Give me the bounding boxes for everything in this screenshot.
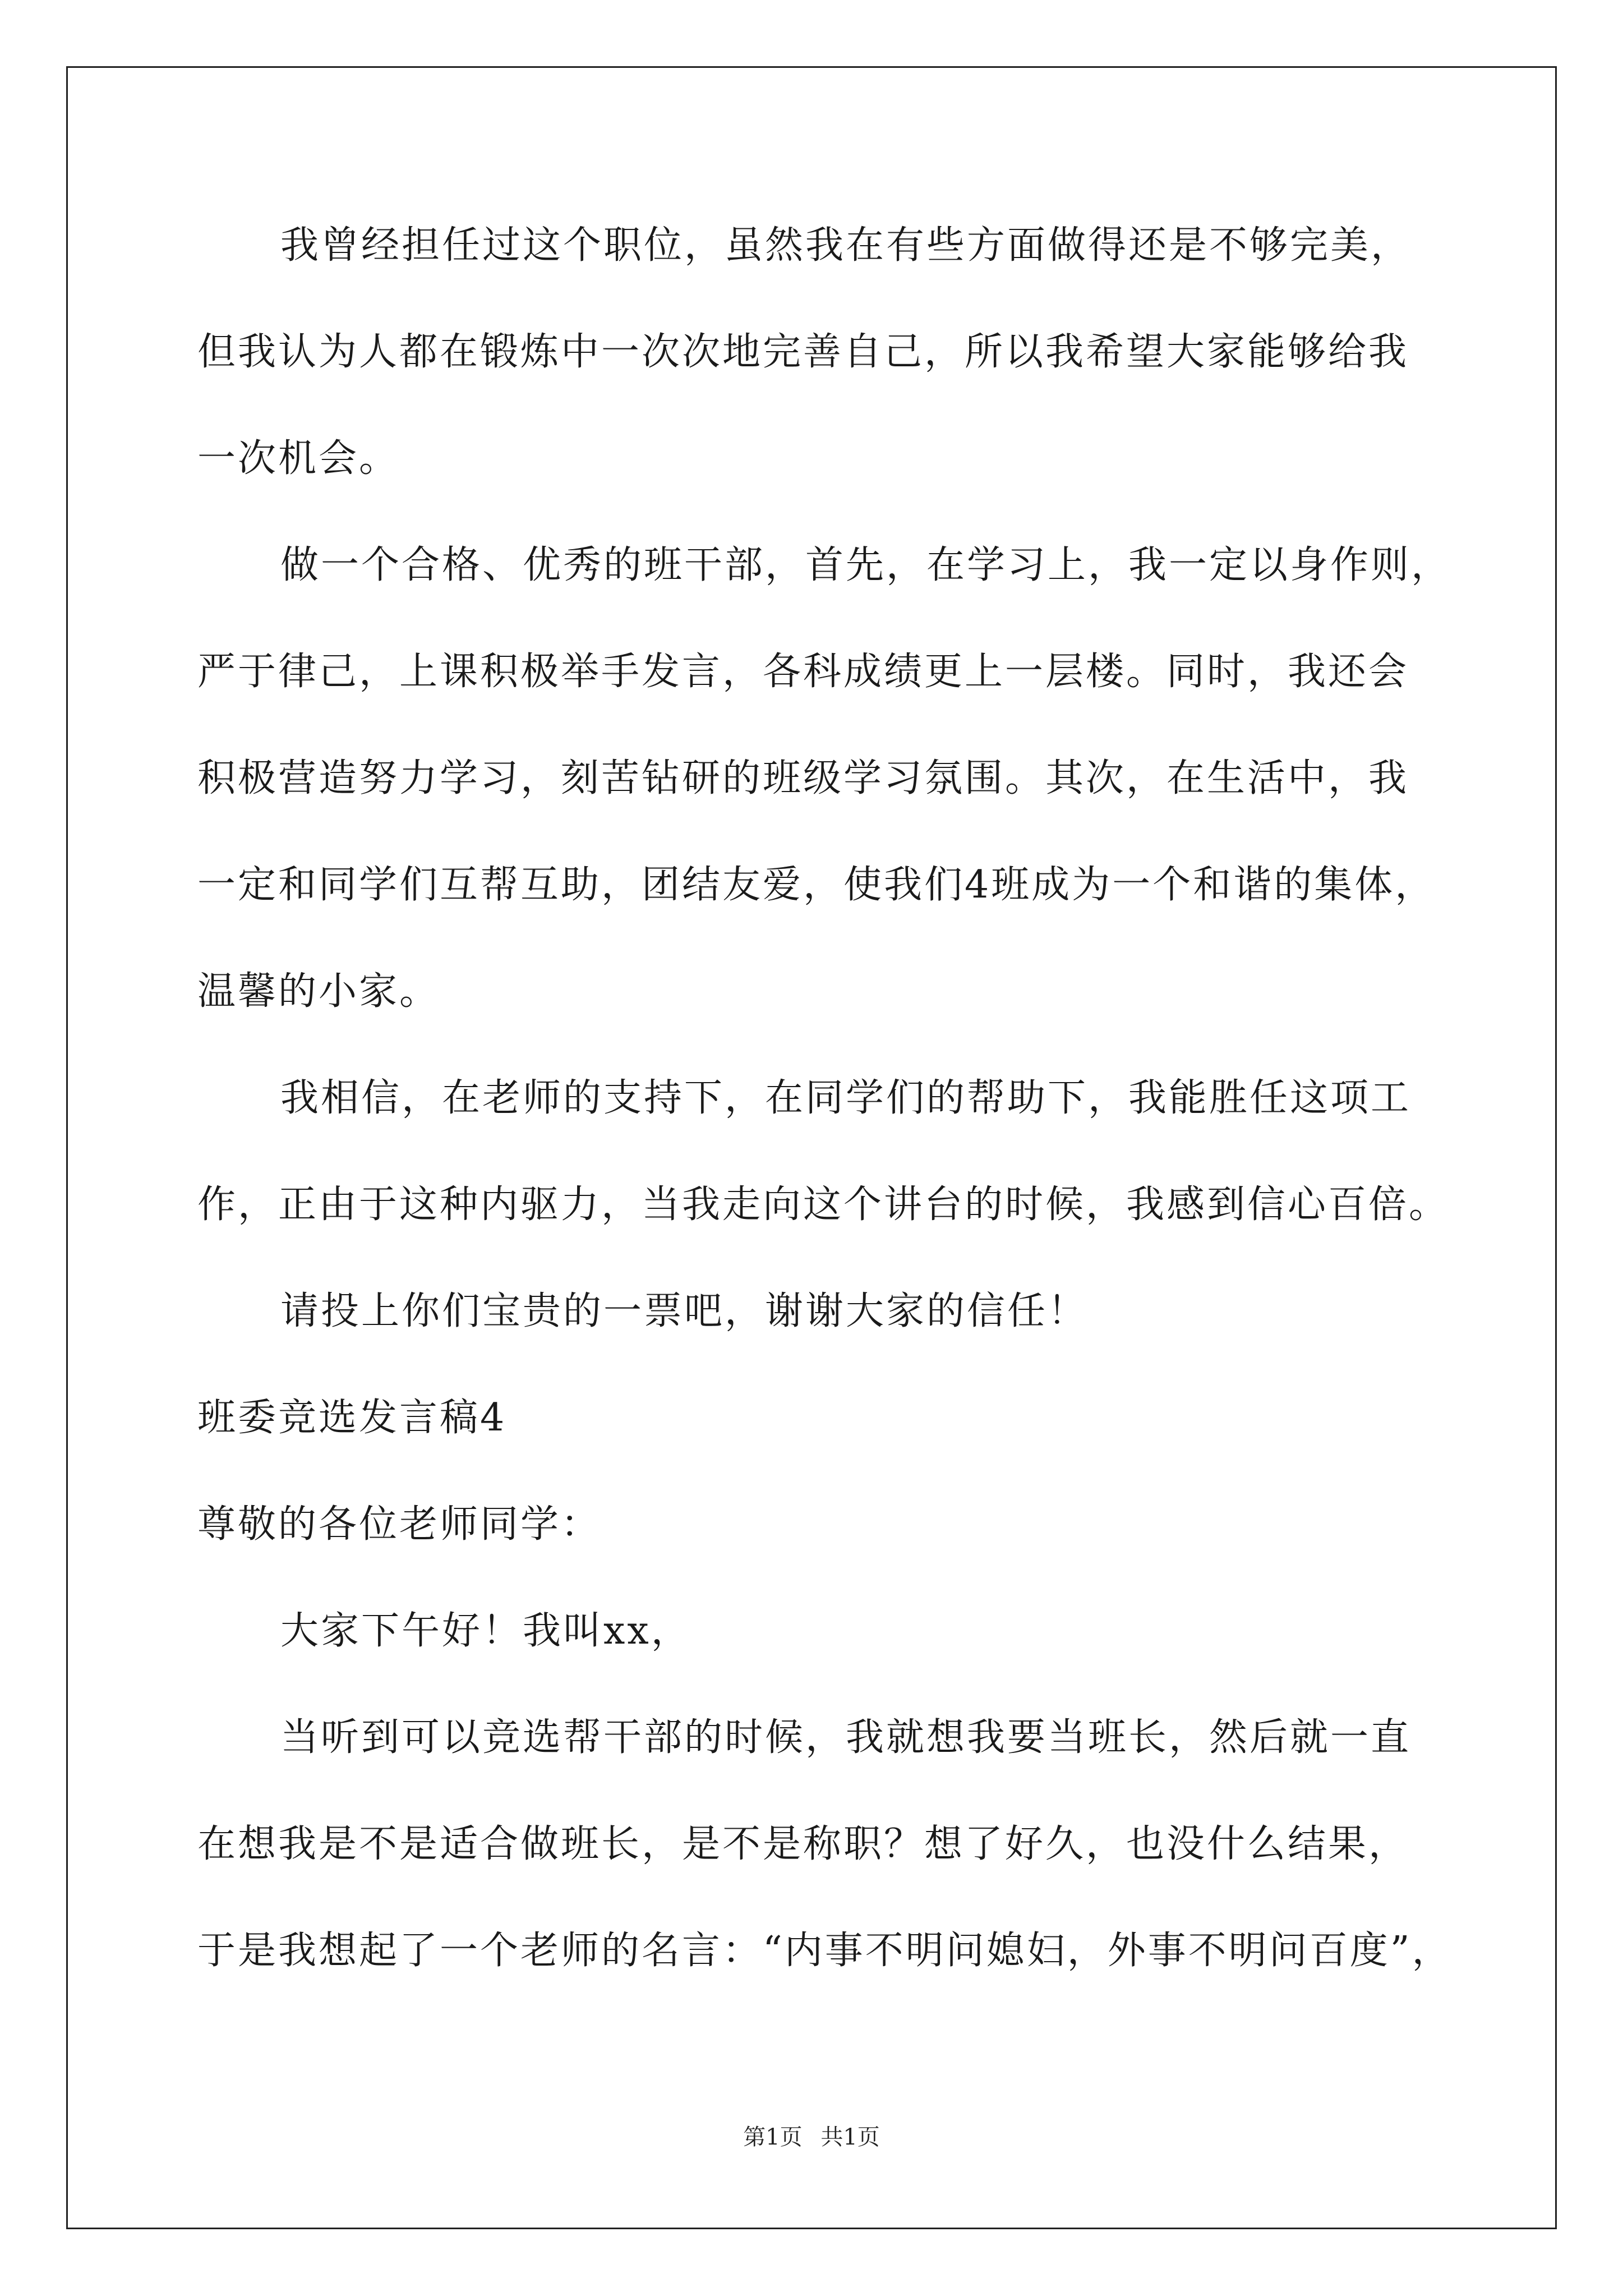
salutation: 尊敬的各位老师同学： [197, 1502, 602, 1547]
text-line: 作，正由于这种内驱力，当我走向这个讲台的时候，我感到信心百倍。 [197, 1182, 1450, 1227]
text-line: 我相信，在老师的支持下，在同学们的帮助下，我能胜任这项工 [280, 1076, 1412, 1120]
text-line: 当听到可以竞选帮干部的时候，我就想我要当班长，然后就一直 [280, 1715, 1412, 1760]
page-number: 第1页 [743, 2124, 803, 2150]
text-line: 一次机会。 [197, 436, 400, 481]
page-footer [0, 2123, 1623, 2151]
text-line: 大家下午好！我叫xx， [280, 1609, 691, 1653]
text-line: 于是我想起了一个老师的名言：“内事不明问媳妇，外事不明问百度”， [197, 1929, 1453, 1973]
text-line: 我曾经担任过这个职位，虽然我在有些方面做得还是不够完美， [280, 223, 1412, 268]
text-line: 积极营造努力学习，刻苦钻研的班级学习氛围。其次，在生活中，我 [197, 756, 1409, 800]
text-line: 做一个合格、优秀的班干部，首先，在学习上，我一定以身作则， [280, 543, 1452, 587]
text-line: 但我认为人都在锻炼中一次次地完善自己，所以我希望大家能够给我 [197, 330, 1409, 374]
page-total: 共1页 [820, 2124, 880, 2150]
page-border [66, 66, 1557, 2229]
section-heading: 班委竞选发言稿4 [197, 1396, 507, 1440]
text-line: 严于律己，上课积极举手发言，各科成绩更上一层楼。同时，我还会 [197, 650, 1409, 694]
text-line: 在想我是不是适合做班长，是不是称职？想了好久，也没什么结果， [197, 1822, 1409, 1866]
text-line: 请投上你们宝贵的一票吧，谢谢大家的信任！ [280, 1289, 1089, 1333]
text-line: 温馨的小家。 [197, 969, 440, 1014]
text-line: 一定和同学们互帮互助，团结友爱，使我们4班成为一个和谐的集体， [197, 863, 1436, 907]
